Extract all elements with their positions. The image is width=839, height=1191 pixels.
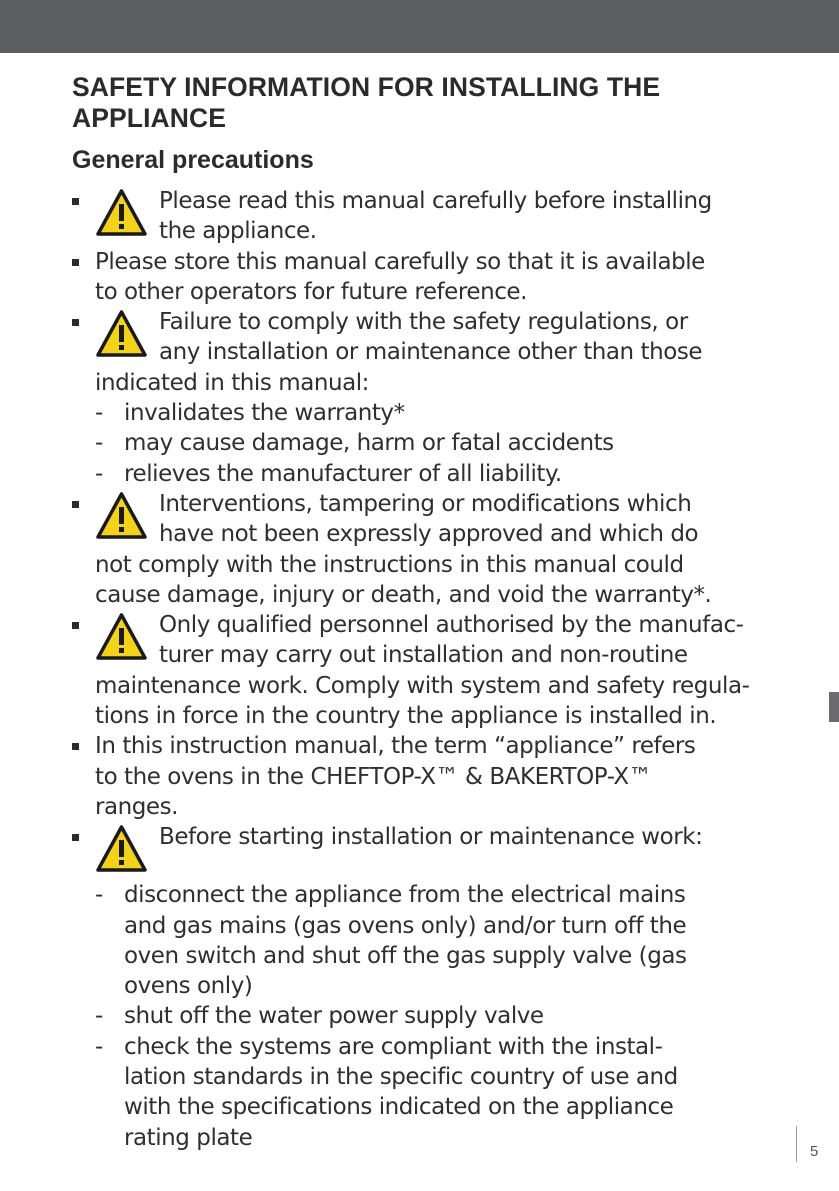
dash-marker: - xyxy=(95,460,103,487)
item-text-line: Please store this manual carefully so that it is available xyxy=(95,248,705,275)
page-title-line: SAFETY INFORMATION FOR INSTALLING THE xyxy=(72,72,661,102)
list-item xyxy=(72,489,772,610)
bullet-icon xyxy=(72,501,79,508)
list-item xyxy=(72,731,772,822)
warning-row xyxy=(95,822,772,874)
item-text-line: indicated in this manual: xyxy=(95,369,369,396)
bullet-icon xyxy=(72,743,79,750)
sub-item-text: may cause damage, harm or fatal accidents xyxy=(124,430,614,457)
item-text-line: not comply with the instructions in this manual could xyxy=(95,551,684,578)
dash-marker: - xyxy=(95,400,103,427)
item-text-line: Interventions, tampering or modifications which xyxy=(159,490,692,517)
warning-row xyxy=(95,610,772,671)
sub-item-text: oven switch and shut off the gas supply valve (gas xyxy=(124,942,687,969)
page-content xyxy=(72,72,772,1153)
list-item xyxy=(72,247,772,308)
page-number-divider xyxy=(796,1126,797,1162)
list-item xyxy=(72,610,772,731)
warning-triangle-icon xyxy=(95,491,148,541)
list-item xyxy=(72,822,772,1153)
sub-item-text: shut off the water power supply valve xyxy=(124,1003,544,1030)
list-item xyxy=(72,186,772,247)
dash-marker: - xyxy=(95,1003,103,1030)
item-text-line: maintenance work. Comply with system and safety regula- xyxy=(95,672,750,699)
sub-list-item xyxy=(95,880,772,1001)
item-text-line: turer may carry out installation and non-routine xyxy=(159,642,688,669)
bullet-icon xyxy=(72,198,79,205)
sub-item-text: with the specifications indicated on the appliance xyxy=(124,1094,674,1121)
item-text-line: Failure to comply with the safety regulations, or xyxy=(159,309,688,336)
item-text-line: any installation or maintenance other than those xyxy=(159,339,703,366)
page-title-line: APPLIANCE xyxy=(72,103,227,133)
warning-triangle-icon xyxy=(95,309,148,359)
dash-marker: - xyxy=(95,430,103,457)
sub-list xyxy=(95,880,772,1153)
sub-item-text: lation standards in the specific country of use and xyxy=(124,1064,678,1091)
page-title xyxy=(72,72,772,134)
item-text-line: In this instruction manual, the term “appliance” refers xyxy=(95,733,696,760)
precautions-list xyxy=(72,186,772,1153)
item-text-line: tions in force in the country the appliance is installed in. xyxy=(95,703,717,730)
warning-row xyxy=(95,489,772,550)
sub-item-text: check the systems are compliant with the instal- xyxy=(124,1033,663,1060)
list-item xyxy=(72,307,772,489)
section-tab-marker xyxy=(829,692,839,722)
page-number: 5 xyxy=(810,1143,819,1160)
sub-list-item xyxy=(95,1032,772,1153)
sub-item-text: rating plate xyxy=(124,1124,253,1151)
bullet-icon xyxy=(72,834,79,841)
item-text-line: Please read this manual carefully before installing xyxy=(159,188,712,214)
section-subtitle: General precautions xyxy=(72,146,314,174)
warning-triangle-icon xyxy=(95,612,148,662)
item-text-line: the appliance. xyxy=(159,218,317,245)
sub-list-item xyxy=(95,428,772,458)
warning-triangle-icon xyxy=(95,824,148,874)
item-text-line: to the ovens in the CHEFTOP-X™ & BAKERTOP-X™ xyxy=(95,763,652,790)
warning-triangle-icon xyxy=(95,188,148,238)
item-text-line: Only qualified personnel authorised by the manufac- xyxy=(159,612,744,639)
dash-marker: - xyxy=(95,1033,103,1060)
item-text-line: have not been expressly approved and which do xyxy=(159,521,699,548)
sub-list-item xyxy=(95,459,772,489)
sub-list xyxy=(95,398,772,489)
sub-item-text: and gas mains (gas ovens only) and/or turn off the xyxy=(124,912,687,939)
item-text-line: to other operators for future reference. xyxy=(95,278,527,305)
bullet-icon xyxy=(72,319,79,326)
warning-row xyxy=(95,307,772,368)
sub-item-text: invalidates the warranty* xyxy=(124,400,405,427)
item-text-line: Before starting installation or maintenance work: xyxy=(159,824,703,851)
item-text-line: ranges. xyxy=(95,793,179,820)
sub-item-text: relieves the manufacturer of all liability. xyxy=(124,460,562,487)
sub-list-item xyxy=(95,1001,772,1031)
bullet-icon xyxy=(72,622,79,629)
dash-marker: - xyxy=(95,882,103,909)
item-text-line: cause damage, injury or death, and void the warranty*. xyxy=(95,581,712,608)
sub-item-text: ovens only) xyxy=(124,973,253,1000)
sub-list-item xyxy=(95,398,772,428)
warning-row xyxy=(95,186,772,247)
sub-item-text: disconnect the appliance from the electrical mains xyxy=(124,882,686,909)
bullet-icon xyxy=(72,259,79,266)
header-bar xyxy=(0,0,839,53)
